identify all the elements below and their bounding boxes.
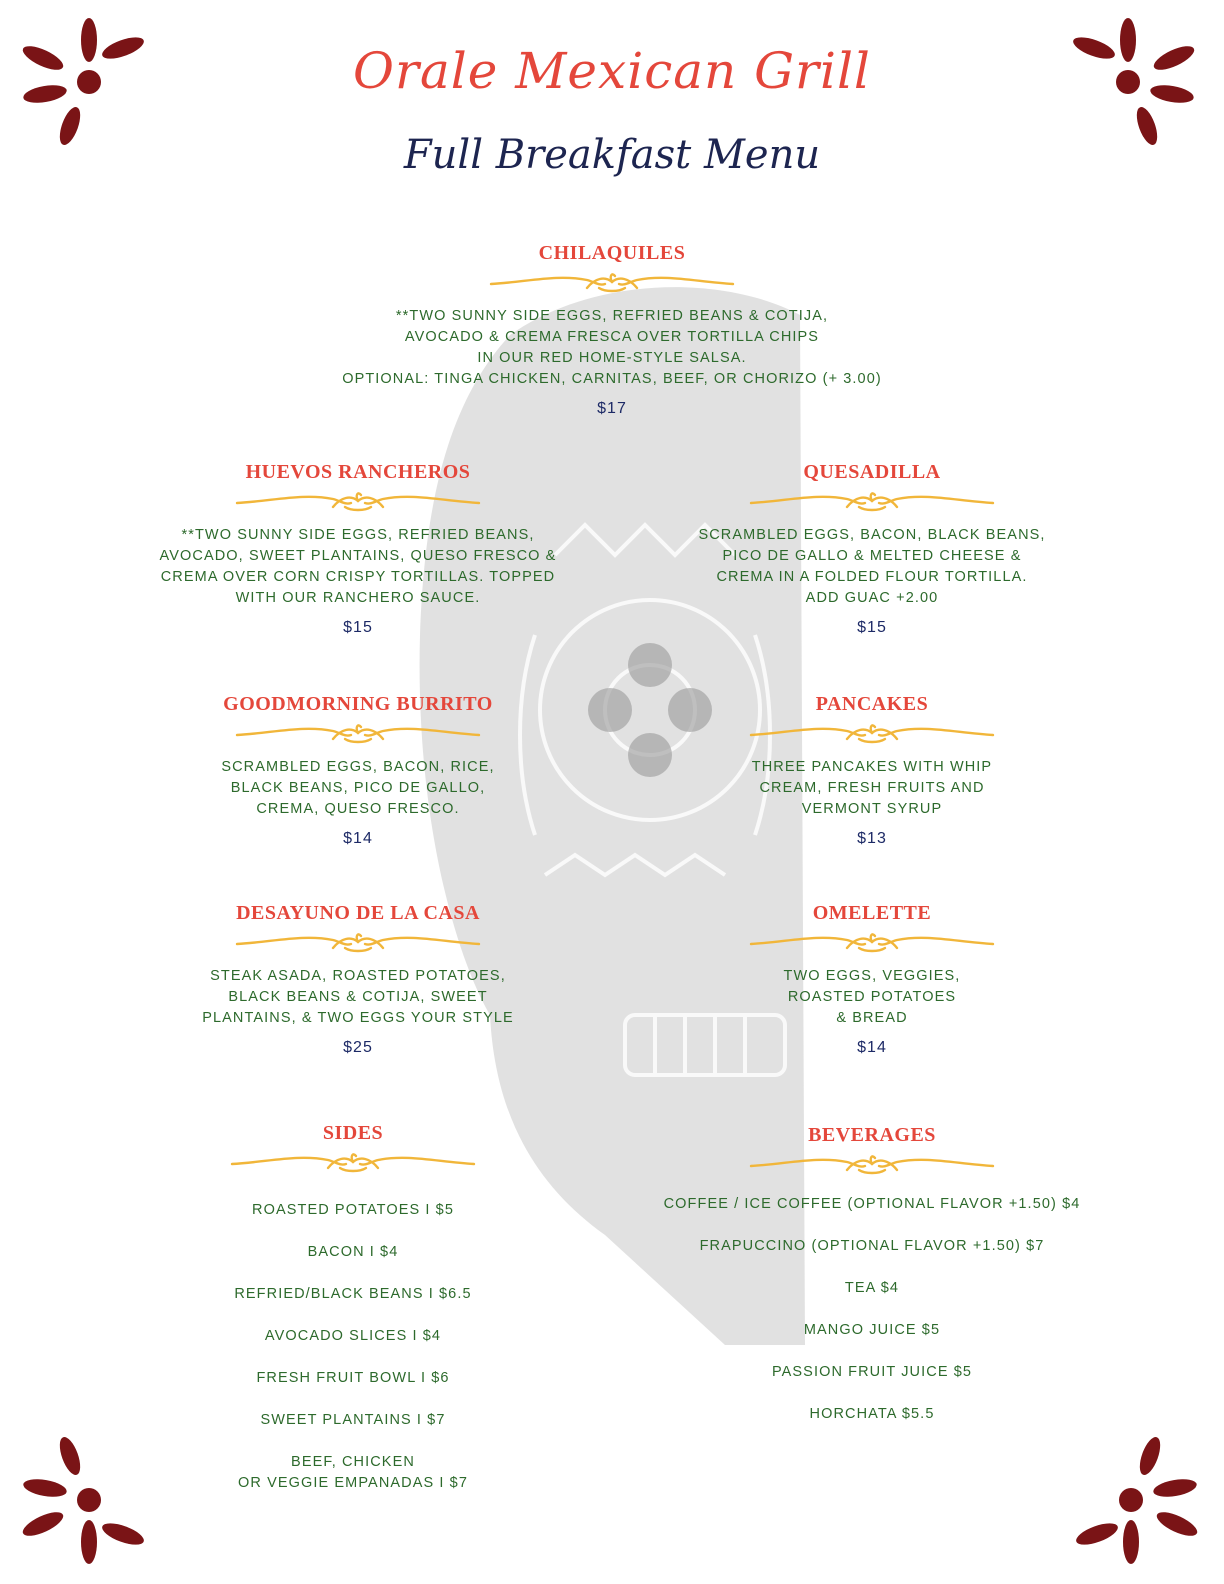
list-item: ROASTED POTATOES I $5 [252,1202,454,1218]
item-price: $25 [343,1039,373,1056]
list-item: FRAPUCCINO (OPTIONAL FLAVOR +1.50) $7 [699,1238,1045,1254]
section-title: CHILAQUILES [538,242,686,264]
list-item: FRESH FRUIT BOWL I $6 [256,1370,450,1386]
item-price: $17 [597,400,627,417]
item-description: TWO EGGS, VEGGIES, ROASTED POTATOES & BREAD [783,968,961,1026]
item-price: $14 [857,1039,887,1056]
item-description: STEAK ASADA, ROASTED POTATOES, BLACK BEANS & COTIJA, SWEET PLANTAINS, & TWO EGGS YOUR STYLE [202,968,514,1026]
restaurant-title: Orale Mexican Grill [353,42,871,100]
section-huevos-rancheros [108,457,608,637]
section-pancakes [622,689,1122,848]
list-item: BEEF, CHICKEN OR VEGGIE EMPANADAS I $7 [238,1454,468,1491]
section-desayuno-de-la-casa [108,898,608,1057]
gold-flourish-divider [233,721,483,745]
gold-flourish-divider [233,489,483,513]
item-price: $15 [857,619,887,636]
list-item: PASSION FRUIT JUICE $5 [771,1364,973,1380]
gold-flourish-divider [747,721,997,745]
section-title: SIDES [322,1122,384,1144]
section-quesadilla [622,457,1122,637]
menu-subtitle: Full Breakfast Menu [403,132,821,178]
list-item: TEA $4 [844,1280,900,1296]
list-item: SWEET PLANTAINS I $7 [260,1412,446,1428]
gold-flourish-divider [233,930,483,954]
item-price: $15 [343,619,373,636]
section-title: BEVERAGES [808,1124,936,1146]
corner-flower-ornament [1075,1434,1205,1564]
gold-flourish-divider [218,1150,488,1174]
section-title: OMELETTE [812,902,932,924]
list-item: COFFEE / ICE COFFEE (OPTIONAL FLAVOR +1.50) $4 [663,1196,1081,1212]
section-title: QUESADILLA [803,461,941,483]
gold-flourish-divider [747,930,997,954]
section-title: HUEVOS RANCHEROS [245,461,471,483]
item-description: SCRAMBLED EGGS, BACON, RICE, BLACK BEANS, PICO DE GALLO, CREMA, QUESO FRESCO. [221,759,495,817]
item-description: THREE PANCAKES WITH WHIP CREAM, FRESH FRUITS AND VERMONT SYRUP [751,759,993,817]
section-chilaquiles [262,238,962,418]
list-item: HORCHATA $5.5 [809,1406,935,1422]
gold-flourish-divider [487,270,737,294]
item-price: $13 [857,830,887,847]
item-description: **TWO SUNNY SIDE EGGS, REFRIED BEANS & COTIJA, AVOCADO & CREMA FRESCA OVER TORTILLA CHIPS IN OUR RED HOME-STYLE SALSA. OPTIONAL: TINGA CHICKEN, CARNITAS, BEEF, OR CHORIZO (+ 3.00) [342,308,882,387]
item-price: $14 [343,830,373,847]
list-item: AVOCADO SLICES I $4 [264,1328,442,1344]
section-title: PANCAKES [815,693,929,715]
list-item: BACON I $4 [307,1244,399,1260]
gold-flourish-divider [747,489,997,513]
gold-flourish-divider [737,1152,1007,1176]
section-beverages [602,1120,1142,1446]
section-title: DESAYUNO DE LA CASA [236,902,480,924]
list-item: REFRIED/BLACK BEANS I $6.5 [234,1286,472,1302]
list-item: MANGO JUICE $5 [803,1322,941,1338]
section-sides [103,1118,603,1515]
item-description: **TWO SUNNY SIDE EGGS, REFRIED BEANS, AVOCADO, SWEET PLANTAINS, QUESO FRESCO & CREMA OVER CORN CRISPY TORTILLAS. TOPPED WITH OUR RANCHERO SAUCE. [159,527,557,606]
section-goodmorning-burrito [108,689,608,848]
section-title: GOODMORNING BURRITO [223,693,493,715]
item-description: SCRAMBLED EGGS, BACON, BLACK BEANS, PICO DE GALLO & MELTED CHEESE & CREMA IN A FOLDED FLOUR TORTILLA. ADD GUAC +2.00 [698,527,1046,606]
section-omelette [622,898,1122,1057]
